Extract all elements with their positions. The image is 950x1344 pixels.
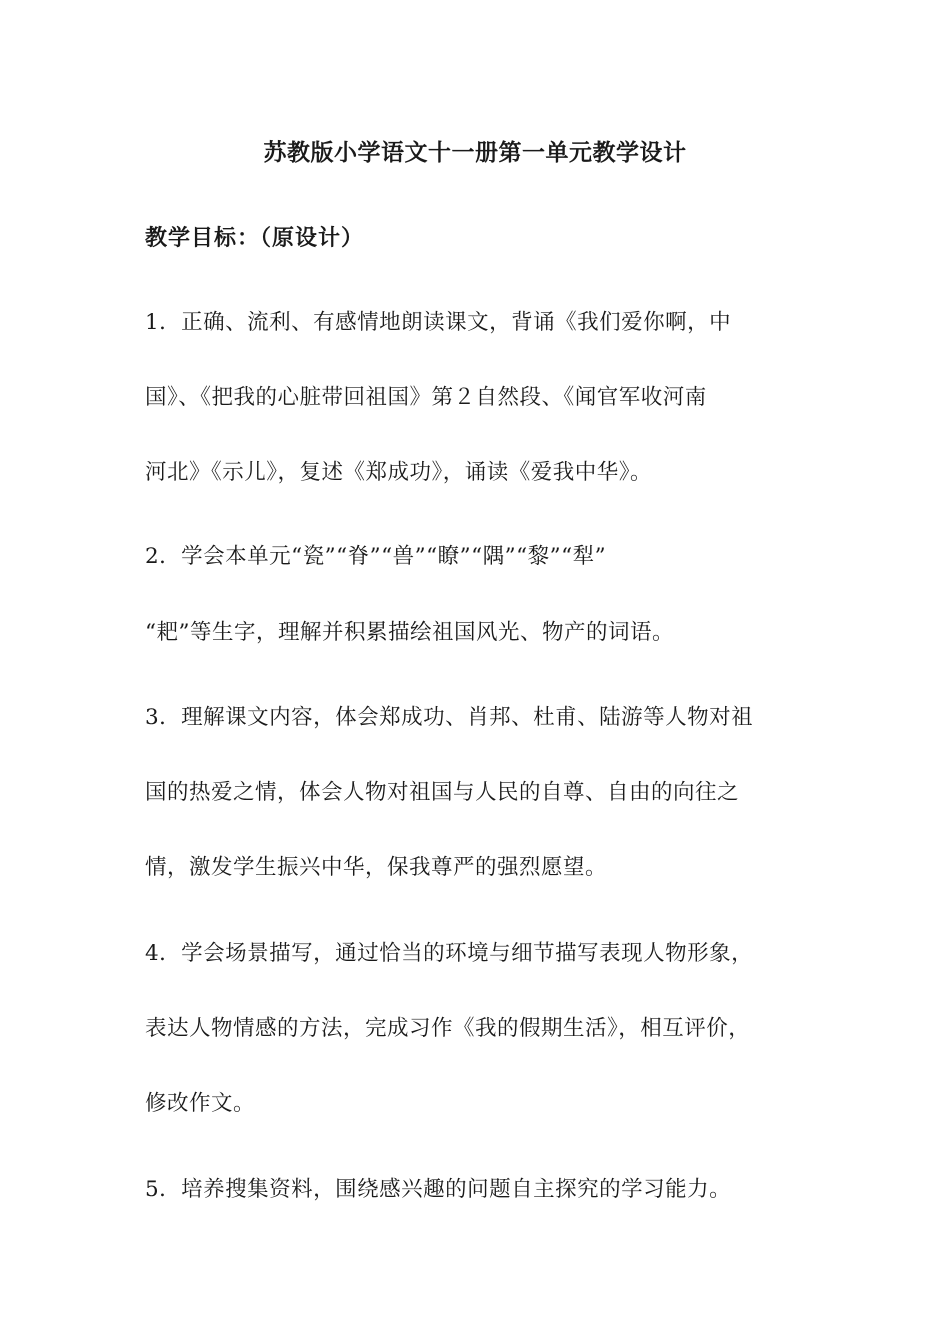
objective-4-line-1: 4．学会场景描写，通过恰当的环境与细节描写表现人物形象， [145, 941, 754, 966]
objective-5-line-1: 5．培养搜集资料，围绕感兴趣的问题自主探究的学习能力。 [145, 1177, 732, 1202]
objective-4-line-2: 表达人物情感的方法，完成习作《我的假期生活》，相互评价， [145, 1016, 751, 1041]
objective-1-line-1: 1．正确、流利、有感情地朗读课文，背诵《我们爱你啊，中 [145, 310, 732, 335]
section-heading: 教学目标：（原设计） [145, 226, 365, 251]
objective-3-line-3: 情，激发学生振兴中华，保我尊严的强烈愿望。 [145, 855, 608, 880]
document-title: 苏教版小学语文十一册第一单元教学设计 [263, 140, 687, 166]
objective-3-line-1: 3．理解课文内容，体会郑成功、肖邦、杜甫、陆游等人物对祖 [145, 705, 754, 730]
objective-1-line-3: 河北》《示儿》，复述《郑成功》，诵读《爱我中华》。 [145, 460, 653, 485]
objective-2-line-2: “耙”等生字，理解并积累描绘祖国风光、物产的词语。 [145, 620, 674, 645]
objective-2-line-1: 2．学会本单元“瓷”“脊”“兽”“瞭”“隅”“黎”“犁” [145, 544, 607, 569]
objective-3-line-2: 国的热爱之情，体会人物对祖国与人民的自尊、自由的向往之 [145, 780, 740, 805]
objective-1-line-2: 国》、《把我的心脏带回祖国》第２自然段、《闻官军收河南 [145, 385, 707, 410]
objective-4-line-3: 修改作文。 [145, 1091, 256, 1116]
